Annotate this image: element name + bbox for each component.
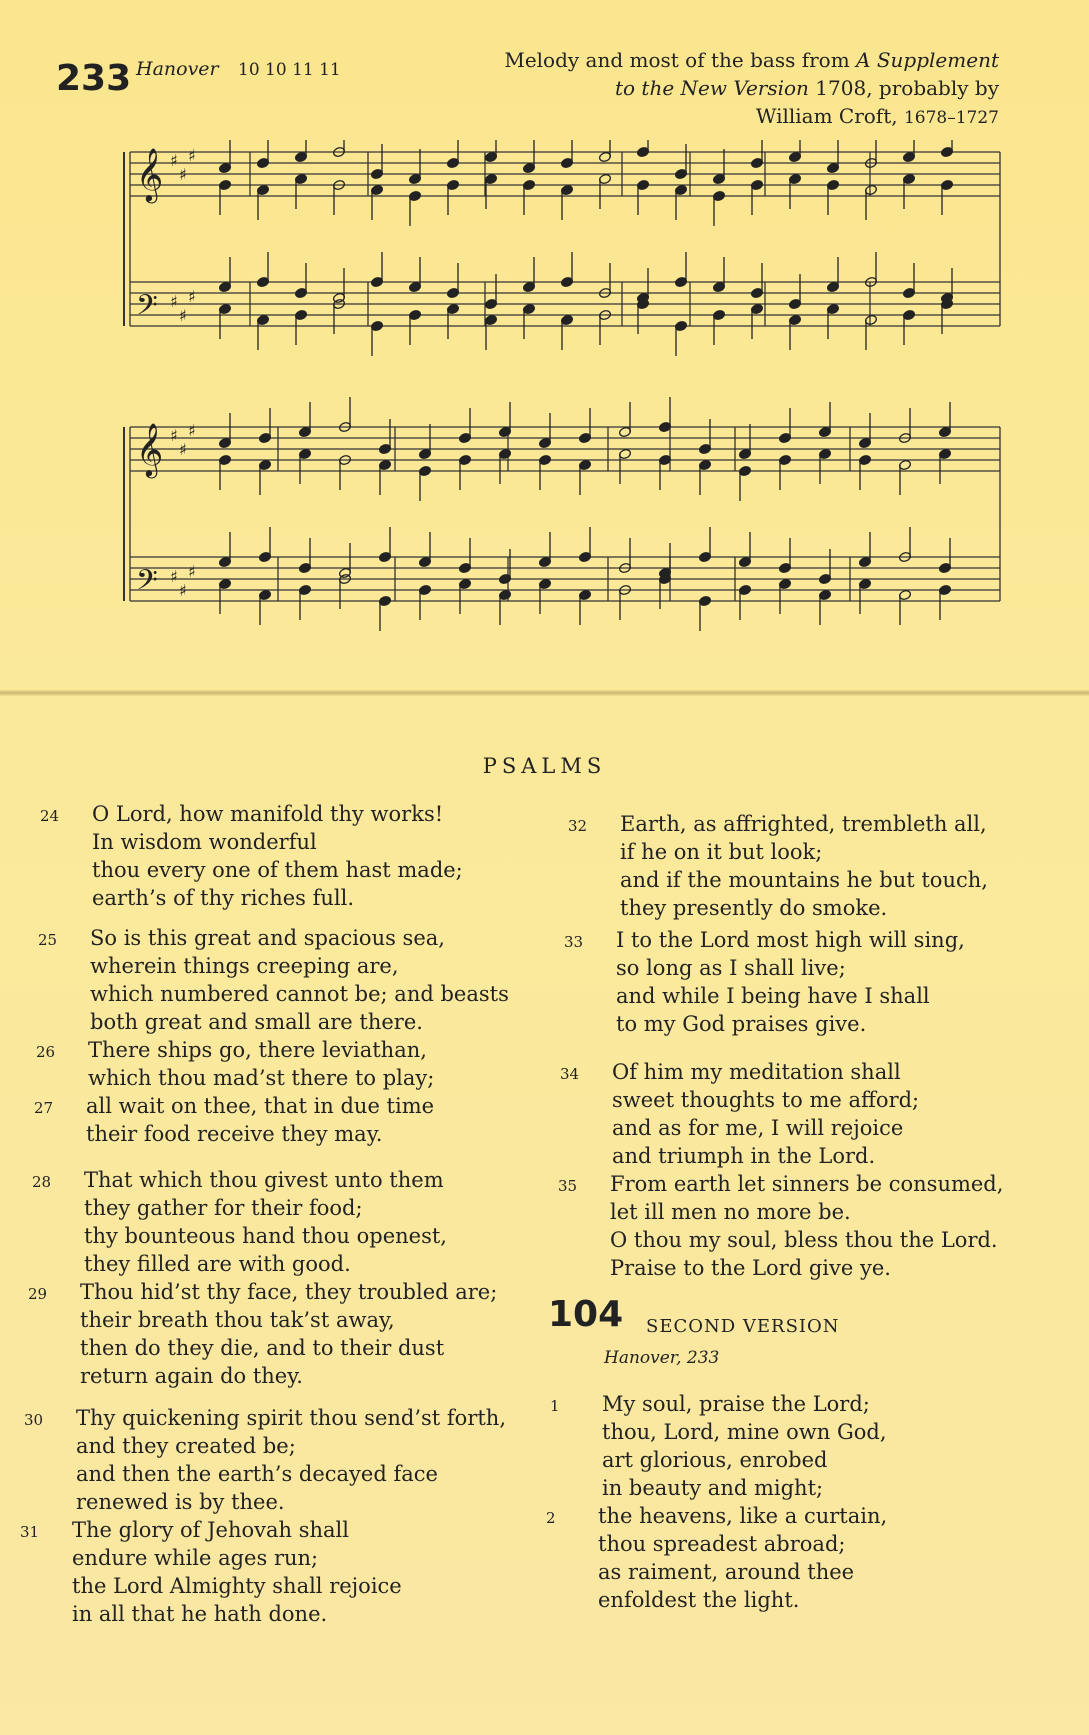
verse-line: the heavens, like a curtain,	[598, 1504, 888, 1528]
sharp-icon: ♯	[170, 151, 178, 170]
verse-25	[38, 924, 509, 1036]
sharp-icon: ♯	[179, 306, 187, 325]
verse-line: So is this great and spacious sea,	[90, 926, 445, 950]
sharp-icon: ♯	[188, 146, 196, 165]
verse-line: enfoldest the light.	[598, 1588, 800, 1612]
verse-line: thou, Lord, mine own God,	[602, 1420, 887, 1444]
verse-number: 28	[32, 1173, 52, 1191]
verse-line: There ships go, there leviathan,	[88, 1038, 427, 1062]
verse-number: 35	[558, 1177, 578, 1195]
credit-line1-italic: A Supplement	[856, 48, 999, 72]
sharp-icon: ♯	[179, 581, 187, 600]
verse-line: renewed is by thee.	[76, 1490, 285, 1514]
verse-line: sweet thoughts to me afford;	[612, 1088, 920, 1112]
verse-line: Earth, as affrighted, trembleth all,	[620, 812, 987, 836]
verse-31	[20, 1516, 402, 1628]
verse-line: the Lord Almighty shall rejoice	[72, 1574, 402, 1598]
verse-35	[558, 1170, 1004, 1282]
verse-line: O thou my soul, bless thou the Lord.	[610, 1228, 998, 1252]
verse-line: My soul, praise the Lord;	[602, 1392, 870, 1416]
tune-credit	[479, 46, 999, 132]
verse-line: their food receive they may.	[86, 1122, 383, 1146]
verse-line: art glorious, enrobed	[602, 1448, 828, 1472]
verse-29	[28, 1278, 498, 1390]
verse-1	[550, 1390, 887, 1502]
treble-clef-icon: 𝄞	[136, 422, 164, 476]
verse-line: wherein things creeping are,	[90, 954, 399, 978]
version-label: SECOND VERSION	[646, 1316, 840, 1337]
hymn-number: 233	[56, 58, 132, 99]
verse-line: let ill men no more be.	[610, 1200, 851, 1224]
credit-line2-rest: 1708, probably by	[808, 76, 999, 100]
verse-line: both great and small are there.	[90, 1010, 423, 1034]
credit-line1-prefix: Melody and most of the bass from	[504, 48, 857, 72]
bass-clef-icon: 𝄢	[136, 564, 158, 604]
verse-line: and then the earth’s decayed face	[76, 1462, 438, 1486]
verse-line: they filled are with good.	[84, 1252, 351, 1276]
verse-line: The glory of Jehovah shall	[72, 1518, 349, 1542]
verse-line: and they created be;	[76, 1434, 296, 1458]
verse-line: Of him my meditation shall	[612, 1060, 901, 1084]
verse-line: and if the mountains he but touch,	[620, 868, 988, 892]
verse-26	[36, 1036, 435, 1092]
verse-line: and while I being have I shall	[616, 984, 930, 1008]
verse-30	[24, 1404, 506, 1516]
verse-line: That which thou givest unto them	[84, 1168, 444, 1192]
verse-number: 27	[34, 1099, 54, 1117]
verse-number: 30	[24, 1411, 44, 1429]
verse-number: 31	[20, 1523, 40, 1541]
verse-line: to my God praises give.	[616, 1012, 867, 1036]
page-fold	[0, 690, 1089, 696]
verse-line: Thy quickening spirit thou send’st forth,	[76, 1406, 506, 1430]
credit-line2-italic: to the New Version	[614, 76, 809, 100]
sharp-icon: ♯	[188, 562, 196, 581]
verse-line: Praise to the Lord give ye.	[610, 1256, 891, 1280]
verse-line: thy bounteous hand thou openest,	[84, 1224, 447, 1248]
verse-line: return again do they.	[80, 1364, 303, 1388]
verse-number: 29	[28, 1285, 48, 1303]
verse-number: 24	[40, 807, 60, 825]
sharp-icon: ♯	[179, 440, 187, 459]
verse-number: 2	[546, 1509, 556, 1527]
tune-reference: Hanover, 233	[604, 1348, 720, 1368]
verse-2	[546, 1502, 888, 1614]
tune-name: Hanover	[136, 58, 219, 80]
verse-line: O Lord, how manifold thy works!	[92, 802, 444, 826]
verse-number: 1	[550, 1397, 560, 1415]
verse-line: From earth let sinners be consumed,	[610, 1172, 1004, 1196]
meter: 10 10 11 11	[238, 60, 341, 80]
verse-line: thou spreadest abroad;	[598, 1532, 846, 1556]
sharp-icon: ♯	[188, 421, 196, 440]
sharp-icon: ♯	[179, 165, 187, 184]
verse-line: in all that he hath done.	[72, 1602, 328, 1626]
verse-line: so long as I shall live;	[616, 956, 846, 980]
sharp-icon: ♯	[188, 287, 196, 306]
verse-number: 25	[38, 931, 58, 949]
verse-line: they gather for their food;	[84, 1196, 363, 1220]
verse-24	[40, 800, 463, 912]
verse-number: 33	[564, 933, 584, 951]
music-score	[110, 140, 1010, 650]
verse-line: which thou mad’st there to play;	[88, 1066, 435, 1090]
verse-line: endure while ages run;	[72, 1546, 319, 1570]
verse-line: and as for me, I will rejoice	[612, 1116, 904, 1140]
verse-34	[560, 1058, 920, 1170]
bass-clef-icon: 𝄢	[136, 289, 158, 329]
verse-line: they presently do smoke.	[620, 896, 888, 920]
verse-line: then do they die, and to their dust	[80, 1336, 445, 1360]
verse-line: I to the Lord most high will sing,	[616, 928, 965, 952]
verse-line: as raiment, around thee	[598, 1560, 855, 1584]
verse-line: in beauty and might;	[602, 1476, 824, 1500]
treble-clef-icon: 𝄞	[136, 147, 164, 201]
verse-number: 34	[560, 1065, 580, 1083]
verse-line: Thou hid’st thy face, they troubled are;	[80, 1280, 498, 1304]
verse-number: 26	[36, 1043, 56, 1061]
sharp-icon: ♯	[170, 567, 178, 586]
verse-32	[568, 810, 988, 922]
verse-line: their breath thou tak’st away,	[80, 1308, 395, 1332]
verse-line: if he on it but look;	[620, 840, 823, 864]
credit-composer: William Croft,	[755, 104, 904, 128]
verse-line: earth’s of thy riches full.	[92, 886, 354, 910]
sharp-icon: ♯	[170, 292, 178, 311]
verse-line: thou every one of them hast made;	[92, 858, 463, 882]
verse-line: all wait on thee, that in due time	[86, 1094, 435, 1118]
section-title: PSALMS	[482, 754, 607, 778]
verse-28	[32, 1166, 447, 1278]
verse-line: In wisdom wonderful	[92, 830, 317, 854]
verse-number: 32	[568, 817, 588, 835]
verse-line: which numbered cannot be; and beasts	[90, 982, 509, 1006]
psalm-number: 104	[548, 1294, 624, 1335]
credit-dates: 1678–1727	[903, 108, 999, 128]
sharp-icon: ♯	[170, 426, 178, 445]
verse-27	[34, 1092, 435, 1148]
verse-line: and triumph in the Lord.	[612, 1144, 876, 1168]
verse-33	[564, 926, 965, 1038]
